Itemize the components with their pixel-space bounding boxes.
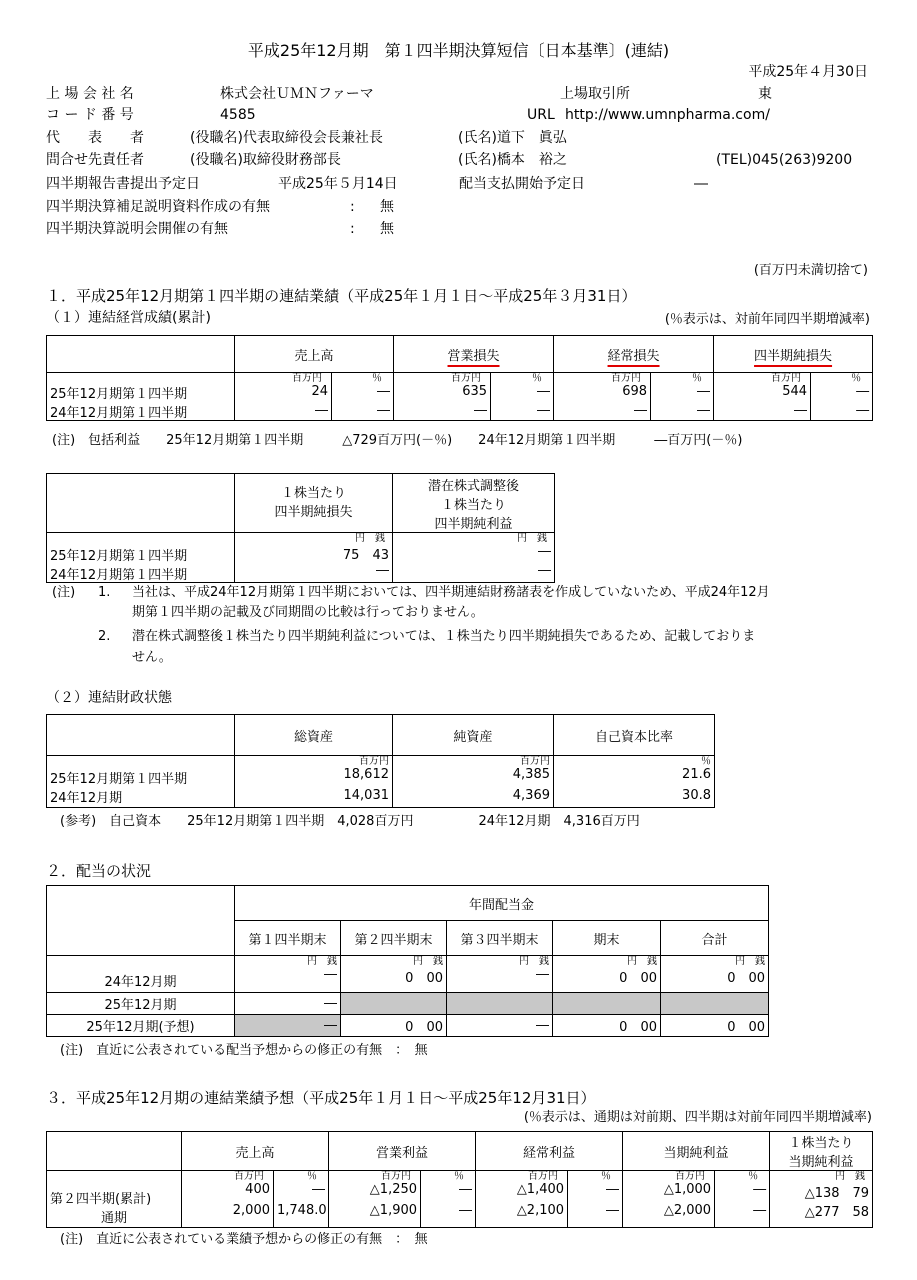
net-loss-pct: ％ ― ― [811,373,873,421]
forecast-header-blank [47,1132,182,1171]
code-label: コ ー ド 番 号 [46,107,134,123]
section1-heading: １．平成25年12月期第１四半期の連結業績（平成25年１月１日～平成25年３月31日） [46,287,637,305]
header-total: 合計 [661,921,769,956]
ordinary-loss-values: 百万円 698 ― [554,373,651,421]
forecast-ordinary-values: 百万円 △1,400 △2,100 [476,1171,568,1228]
eps-row-labels: 25年12月期第１四半期 24年12月期第１四半期 [47,533,235,583]
fin-header-blank [47,715,235,756]
div-fy25-q3 [447,993,553,1015]
forecast-net-pct: ％ ― ― [715,1171,770,1228]
div-forecast-q3: ― [447,1015,553,1037]
eps-note1-line2: 期第１四半期の記載及び同期間の比較は行っておりません。 [132,605,484,620]
header-equity-ratio: 自己資本比率 [554,715,715,756]
contact-label: 問合せ先責任者 [46,152,144,168]
rounding-note: (百万円未満切捨て) [753,263,868,278]
operating-loss-pct: ％ ― ― [491,373,554,421]
section3-heading: ３．平成25年12月期の連結業績予想（平成25年１月１日～平成25年12月31日） [46,1089,596,1107]
header-eps-loss: １株当たり 四半期純損失 [235,474,393,533]
financial-position-table [46,714,715,808]
section2-heading: ２．配当の状況 [46,862,152,880]
forecast-table [46,1131,873,1228]
url-label: URL [527,107,555,123]
contact-title: (役職名)取締役財務部長 [190,152,341,168]
header-operating-loss: 営業損失 [394,336,554,373]
eps-note-label: (注) [52,585,76,600]
ordinary-loss-pct: ％ ― ― [651,373,714,421]
briefing-colon: : [350,221,355,237]
per-share-table [46,473,555,583]
section1-sub1-heading: （１）連結経営成績(累計) [46,310,211,326]
eps-note2-line1: 潜在株式調整後１株当たり四半期純利益については、１株当たり四半期純損失であるため、記載しておりま [132,629,756,644]
div-fy25-q2 [341,993,447,1015]
header-net-assets: 純資産 [393,715,554,756]
code-value: 4585 [220,107,256,123]
div-fy24-total: 円 銭 0 00 [661,956,769,993]
dividends-table [46,885,769,1037]
company-name-label: 上 場 会 社 名 [46,86,134,102]
briefing-label: 四半期決算説明会開催の有無 [46,221,228,237]
net-assets-values: 百万円 4,385 4,369 [393,756,554,808]
fin-row-labels: 25年12月期第１四半期 24年12月期 [47,756,235,808]
document-date: 平成25年４月30日 [748,64,868,80]
forecast-row-labels: 第２四半期(累計) 通期 [47,1171,182,1228]
div-row-label-fy24: 24年12月期 [47,956,235,993]
section1-sub2-heading: （２）連結財政状態 [46,690,172,706]
section3-pct-note: (％表示は、通期は対前期、四半期は対前年同四半期増減率) [523,1110,872,1125]
div-forecast-q2: 0 00 [341,1015,447,1037]
forecast-revision-note: (注) 直近に公表されている業績予想からの修正の有無 ： 無 [60,1232,428,1247]
exchange-value: 東 [758,86,772,102]
document-title: 平成25年12月期 第１四半期決算短信〔日本基準〕(連結) [247,41,670,60]
dividend-start-label: 配当支払開始予定日 [459,176,585,192]
div-fy24-q3: 円 銭 ― [447,956,553,993]
header-net-loss: 四半期純損失 [714,336,873,373]
div-fy25-total [661,993,769,1015]
forecast-eps-values: 円 銭 △138 79 △277 58 [770,1171,873,1228]
div-row-label-fy25: 25年12月期 [47,993,235,1015]
div-fy24-q2: 円 銭 0 00 [341,956,447,993]
exchange-label: 上場取引所 [560,86,630,102]
supplementary-colon: : [350,199,355,215]
div-row-label-fy25-forecast: 25年12月期(予想) [47,1015,235,1037]
company-name: 株式会社ＵＭＮファーマ [220,86,374,102]
operating-results-table [46,335,873,421]
header-diluted-eps: 潜在株式調整後 １株当たり 四半期純利益 [393,474,555,533]
equity-ratio-values: ％ 21.6 30.8 [554,756,715,808]
header-forecast-net-income: 当期純利益 [623,1132,770,1171]
header-forecast-ordinary-income: 経常利益 [476,1132,623,1171]
header-q2-end: 第２四半期末 [341,921,447,956]
briefing-value: 無 [380,221,394,237]
eps-note2-line2: せん。 [132,650,172,665]
sales-pct: ％ ― ― [332,373,394,421]
equity-reference-note: (参考) 自己資本 25年12月期第１四半期 4,028百万円 24年12月期 4,316百万円 [60,814,640,829]
eps-header-blank [47,474,235,533]
div-fy25-q1: ― [235,993,341,1015]
div-forecast-total: 0 00 [661,1015,769,1037]
div-forecast-q1: ― [235,1015,341,1037]
supplementary-value: 無 [380,199,394,215]
header-blank [47,336,235,373]
comprehensive-income-note: (注) 包括利益 25年12月期第１四半期 △729百万円(－％) 24年12月期第１四半期 ―百万円(－％) [52,433,743,448]
forecast-operating-values: 百万円 △1,250 △1,900 [329,1171,421,1228]
eps-note1-line1: 当社は、平成24年12月期第１四半期においては、四半期連結財務諸表を作成していないため、平成24年12月 [132,585,770,600]
div-fy25-year-end [553,993,661,1015]
header-sales: 売上高 [235,336,394,373]
forecast-operating-pct: ％ ― ― [421,1171,476,1228]
header-q3-end: 第３四半期末 [447,921,553,956]
sales-values: 百万円 24 ― [235,373,332,421]
section1-sub1-note: (％表示は、対前年同四半期増減率) [664,312,870,327]
dividend-start-value: ― [694,176,708,192]
total-assets-values: 百万円 18,612 14,031 [235,756,393,808]
operating-loss-values: 百万円 635 ― [394,373,491,421]
header-annual-dividend: 年間配当金 [235,886,769,921]
report-date-label: 四半期報告書提出予定日 [46,176,200,192]
div-forecast-year-end: 0 00 [553,1015,661,1037]
contact-tel: (TEL)045(263)9200 [716,152,853,168]
eps-loss-values: 円 銭 75 43 ― [235,533,393,583]
net-loss-values: 百万円 544 ― [714,373,811,421]
header-q1-end: 第１四半期末 [235,921,341,956]
header-total-assets: 総資産 [235,715,393,756]
forecast-net-values: 百万円 △1,000 △2,000 [623,1171,715,1228]
header-forecast-sales: 売上高 [182,1132,329,1171]
forecast-sales-pct: ％ ― 1,748.0 [274,1171,329,1228]
div-fy24-year-end: 円 銭 0 00 [553,956,661,993]
representative-label: 代 表 者 [46,130,144,146]
eps-note1-number: 1. [98,585,111,600]
header-ordinary-loss: 経常損失 [554,336,714,373]
representative-name: (氏名)道下 眞弘 [458,130,567,146]
row-labels: 25年12月期第１四半期 24年12月期第１四半期 [47,373,235,421]
supplementary-label: 四半期決算補足説明資料作成の有無 [46,199,270,215]
header-forecast-operating-income: 営業利益 [329,1132,476,1171]
div-fy24-q1: 円 銭 ― [235,956,341,993]
report-date-value: 平成25年５月14日 [278,176,398,192]
dividend-revision-note: (注) 直近に公表されている配当予想からの修正の有無 ： 無 [60,1043,428,1058]
forecast-ordinary-pct: ％ ― ― [568,1171,623,1228]
eps-note2-number: 2. [98,629,111,644]
contact-name: (氏名)橋本 裕之 [458,152,567,168]
header-forecast-eps: １株当たり 当期純利益 [770,1132,873,1171]
header-year-end: 期末 [553,921,661,956]
div-header-blank [47,886,235,956]
representative-title: (役職名)代表取締役会長兼社長 [190,130,383,146]
diluted-eps-values: 円 銭 ― ― [393,533,555,583]
forecast-sales-values: 百万円 400 2,000 [182,1171,274,1228]
company-url-link[interactable]: http://www.umnpharma.com/ [565,107,770,123]
